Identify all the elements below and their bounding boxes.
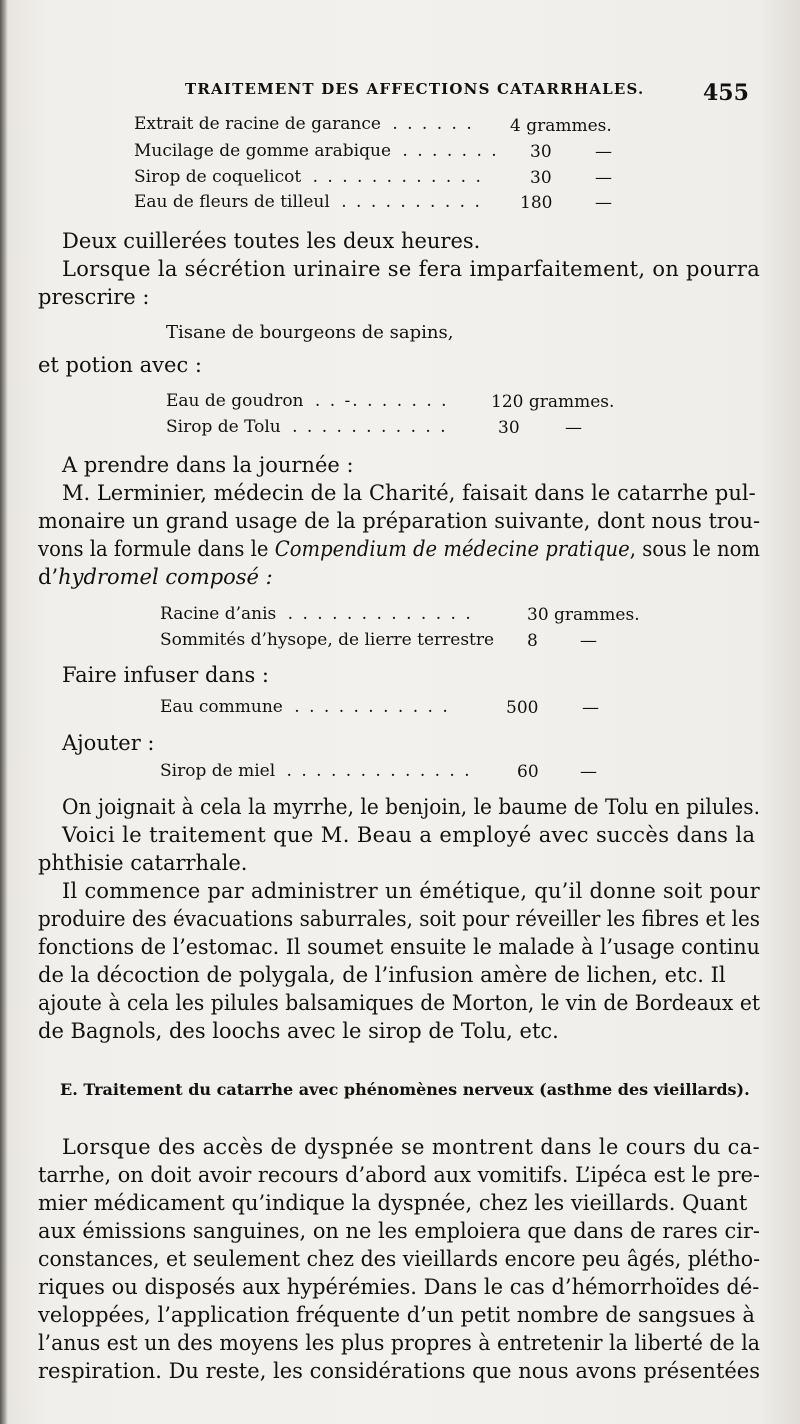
paragraph-line: respiration. Du reste, les considérations que nous avons présentées	[38, 1359, 761, 1383]
page-edge-shadow	[0, 0, 8, 1424]
ingredient-quantity: 120 grammes.	[491, 392, 615, 412]
paragraph-line: de la décoction de polygala, de l’infusion amère de lichen, etc. Il	[38, 963, 726, 987]
recipe-line	[134, 141, 499, 161]
paragraph-line	[38, 564, 273, 592]
remedy-name: hydromel composé :	[58, 565, 273, 589]
paragraph-line: Lorsque des accès de dyspnée se montrent dans le cours du ca-	[62, 1135, 761, 1159]
ditto-dash: —	[580, 631, 597, 651]
recipe-line	[160, 630, 494, 650]
paragraph-line: l’anus est un des moyens les plus propres à entretenir la liberté de la	[38, 1331, 760, 1355]
running-header: TRAITEMENT DES AFFECTIONS CATARRHALES.	[185, 80, 645, 98]
ingredient-name: Eau commune	[160, 697, 283, 717]
ingredient-quantity: 4 grammes.	[510, 116, 612, 136]
paragraph-line: monaire un grand usage de la préparation suivante, dont nous trou-	[38, 509, 761, 533]
dot-leader: . . . . . . . . . .	[341, 192, 482, 212]
ingredient-name: Racine d’anis	[160, 604, 277, 624]
ditto-dash: —	[595, 168, 612, 188]
paragraph-line: fonctions de l’estomac. Il soumet ensuite le malade à l’usage continu	[38, 935, 760, 959]
recipe-line	[160, 761, 472, 781]
paragraph-line: On joignait à cela la myrrhe, le benjoin, le baume de Tolu en pilules.	[62, 795, 760, 819]
paragraph-line: riques ou disposés aux hypérémies. Dans le cas d’hémorrhoïdes dé-	[38, 1275, 760, 1299]
ingredient-quantity: 30 grammes.	[527, 605, 640, 625]
ingredient-quantity: 500	[506, 698, 539, 718]
ingredient-quantity: 30	[498, 418, 520, 438]
paragraph-line: prescrire :	[38, 285, 150, 309]
paragraph-line: constances, et seulement chez des vieillards encore peu âgés, plétho-	[38, 1247, 761, 1271]
dot-leader: . . . . . . . . . . . . .	[287, 604, 473, 624]
ditto-dash: —	[595, 142, 612, 162]
paragraph-line: tarrhe, on doit avoir recours d’abord aux vomitifs. L’ipéca est le pre-	[38, 1163, 760, 1187]
paragraph-line: phthisie catarrhale.	[38, 851, 248, 875]
dot-leader: . . . . . . . . . . .	[294, 697, 450, 717]
paragraph-line: Voici le traitement que M. Beau a employé avec succès dans la	[62, 823, 756, 847]
paragraph-line: ajoute à cela les pilules balsamiques de Morton, le vin de Bordeaux et	[38, 991, 761, 1015]
tisane-line: Tisane de bourgeons de sapins,	[166, 322, 454, 343]
dot-leader: . . . . . . . . . . . .	[312, 167, 483, 187]
ditto-dash: —	[582, 698, 599, 718]
paragraph-line: Il commence par administrer un émétique, qu’il donne soit pour	[62, 879, 761, 903]
recipe-line	[160, 697, 450, 717]
ingredient-name: Sirop de coquelicot	[134, 167, 302, 187]
paragraph-line: et potion avec :	[38, 353, 202, 377]
paragraph-line: veloppées, l’application fréquente d’un petit nombre de sangsues à	[38, 1303, 755, 1327]
paragraph-line: M. Lerminier, médecin de la Charité, faisait dans le catarrhe pul-	[62, 481, 756, 505]
ingredient-quantity: 180	[520, 193, 553, 213]
paragraph-line	[38, 536, 760, 564]
text-run: vons la formule dans le	[38, 537, 275, 561]
paragraph-line: de Bagnols, des loochs avec le sirop de Tolu, etc.	[38, 1019, 559, 1043]
section-heading: E. Traitement du catarrhe avec phénomènes nerveux (asthme des vieillards).	[60, 1080, 750, 1099]
page-number: 455	[703, 80, 749, 106]
paragraph-line: Faire infuser dans :	[62, 663, 269, 687]
paragraph-line: mier médicament qu’indique la dyspnée, chez les vieillards. Quant	[38, 1191, 748, 1215]
recipe-line	[160, 604, 473, 624]
dot-leader: . . . . . . .	[402, 141, 499, 161]
ingredient-name: Sirop de Tolu	[166, 417, 281, 437]
dose-instruction: Deux cuillerées toutes les deux heures.	[62, 229, 481, 253]
ditto-dash: —	[565, 418, 582, 438]
recipe-line	[166, 391, 449, 411]
paragraph-line: Lorsque la sécrétion urinaire se fera imparfaitement, on pourra	[62, 257, 761, 281]
ingredient-name: Extrait de racine de garance	[134, 114, 381, 134]
dot-leader: . . . . . .	[392, 114, 474, 134]
ingredient-name: Mucilage de gomme arabique	[134, 141, 392, 161]
text-run: , sous le nom	[629, 537, 760, 561]
ingredient-quantity: 30	[530, 142, 552, 162]
ditto-dash: —	[580, 762, 597, 782]
book-title: Compendium de médecine pratique	[274, 537, 630, 561]
ingredient-quantity: 60	[517, 762, 539, 782]
recipe-line	[134, 167, 483, 187]
ditto-dash: —	[595, 193, 612, 213]
ingredient-quantity: 30	[530, 168, 552, 188]
dot-leader: . . . . . . . . . . . . .	[286, 761, 472, 781]
ingredient-name: Sirop de miel	[160, 761, 276, 781]
text-run: d’	[38, 565, 59, 589]
dot-leader: . . -. . . . . . .	[314, 391, 449, 411]
paragraph-line: A prendre dans la journée :	[62, 453, 354, 477]
recipe-line	[134, 192, 482, 212]
paragraph-line: aux émissions sanguines, on ne les emploiera que dans de rares cir-	[38, 1219, 761, 1243]
ingredient-name: Eau de fleurs de tilleul	[134, 192, 330, 212]
ingredient-name: Sommités d’hysope, de lierre terrestre	[160, 630, 495, 650]
recipe-line	[134, 114, 474, 134]
ingredient-quantity: 8	[527, 631, 538, 651]
paragraph-line: Ajouter :	[62, 731, 155, 755]
recipe-line	[166, 417, 448, 437]
dot-leader: . . . . . . . . . . .	[292, 417, 448, 437]
paragraph-line: produire des évacuations saburrales, soit pour réveiller les fibres et les	[38, 907, 760, 931]
ingredient-name: Eau de goudron	[166, 391, 304, 411]
